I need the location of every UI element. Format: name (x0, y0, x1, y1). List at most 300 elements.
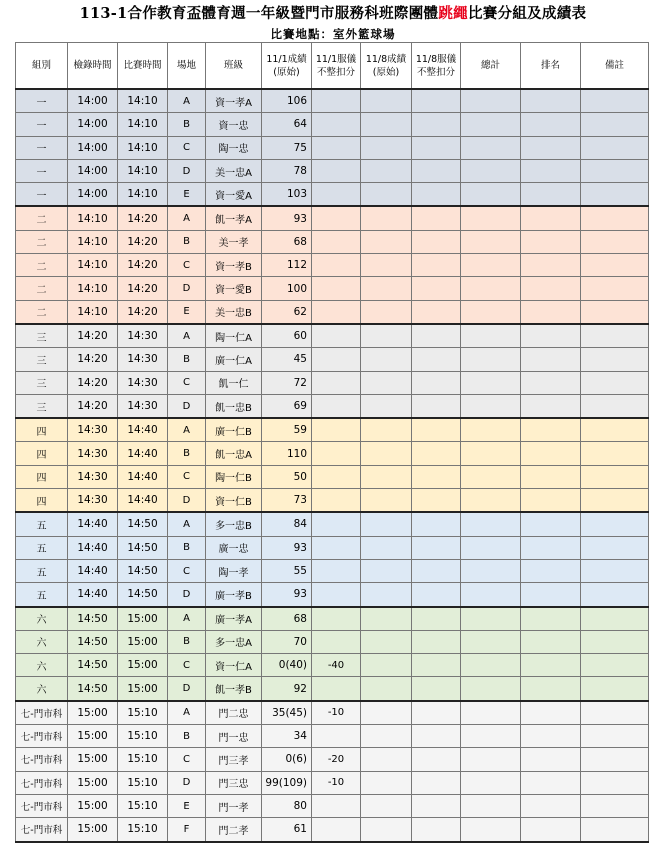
score-11-8-cell (361, 206, 412, 230)
deduct-11-1-cell: -10 (312, 771, 361, 794)
venue-cell: B (168, 725, 206, 748)
match-time-cell: 14:50 (118, 559, 168, 582)
score-11-1-cell: 78 (262, 159, 312, 182)
score-11-8-cell (361, 654, 412, 677)
score-11-8-cell (361, 89, 412, 113)
total-cell (461, 748, 521, 771)
deduct-11-1-cell (312, 89, 361, 113)
check-time-cell: 15:00 (68, 794, 118, 817)
deduct-11-8-cell (412, 159, 461, 182)
check-time-cell: 14:10 (68, 206, 118, 230)
check-time-cell: 14:00 (68, 113, 118, 136)
deduct-11-8-cell (412, 371, 461, 394)
class-cell: 廣一仁B (206, 418, 262, 442)
note-cell (581, 536, 649, 559)
deduct-11-8-cell (412, 324, 461, 348)
rank-cell (521, 607, 581, 631)
class-cell: 門三忠 (206, 771, 262, 794)
group-cell: 三 (16, 394, 68, 418)
check-time-cell: 15:00 (68, 818, 118, 842)
note-cell (581, 136, 649, 159)
group-cell: 三 (16, 371, 68, 394)
venue-cell: D (168, 489, 206, 513)
table-row (16, 725, 649, 748)
score-11-8-cell (361, 371, 412, 394)
deduct-11-8-cell (412, 230, 461, 253)
match-time-cell: 14:20 (118, 206, 168, 230)
deduct-11-8-cell (412, 418, 461, 442)
note-cell (581, 607, 649, 631)
check-time-cell: 14:20 (68, 324, 118, 348)
group-cell: 七-門市科 (16, 748, 68, 771)
venue-cell: C (168, 748, 206, 771)
total-cell (461, 818, 521, 842)
venue-cell: F (168, 818, 206, 842)
deduct-11-8-cell (412, 136, 461, 159)
venue-cell: A (168, 206, 206, 230)
score-11-8-cell (361, 489, 412, 513)
total-cell (461, 300, 521, 324)
match-time-cell: 15:10 (118, 748, 168, 771)
deduct-11-8-cell (412, 794, 461, 817)
match-time-cell: 15:00 (118, 607, 168, 631)
check-time-cell: 15:00 (68, 701, 118, 725)
deduct-11-8-cell (412, 536, 461, 559)
class-cell: 資一仁B (206, 489, 262, 513)
match-time-cell: 14:50 (118, 583, 168, 607)
deduct-11-1-cell (312, 371, 361, 394)
rank-cell (521, 418, 581, 442)
group-cell: 五 (16, 559, 68, 582)
deduct-11-1-cell (312, 489, 361, 513)
venue-cell: C (168, 654, 206, 677)
table-row (16, 418, 649, 442)
match-time-cell: 14:30 (118, 394, 168, 418)
class-cell: 門二孝 (206, 818, 262, 842)
score-11-1-cell: 80 (262, 794, 312, 817)
score-11-8-cell (361, 465, 412, 488)
score-11-1-cell: 75 (262, 136, 312, 159)
total-cell (461, 159, 521, 182)
title-highlight: 跳繩 (438, 5, 468, 22)
note-cell (581, 254, 649, 277)
score-11-1-cell: 59 (262, 418, 312, 442)
group-cell: 二 (16, 300, 68, 324)
match-time-cell: 14:30 (118, 324, 168, 348)
venue-cell: B (168, 536, 206, 559)
venue-cell: A (168, 512, 206, 536)
rank-cell (521, 371, 581, 394)
rank-cell (521, 254, 581, 277)
check-time-cell: 14:00 (68, 159, 118, 182)
check-time-cell: 14:00 (68, 183, 118, 207)
score-11-8-cell (361, 230, 412, 253)
class-cell: 資一孝B (206, 254, 262, 277)
group-cell: 四 (16, 418, 68, 442)
deduct-11-1-cell (312, 607, 361, 631)
score-11-1-cell: 0(40) (262, 654, 312, 677)
group-cell: 六 (16, 607, 68, 631)
rank-cell (521, 89, 581, 113)
group-cell: 六 (16, 630, 68, 653)
rank-cell (521, 818, 581, 842)
table-row (16, 489, 649, 513)
deduct-11-1-cell (312, 300, 361, 324)
table-row (16, 136, 649, 159)
rank-cell (521, 324, 581, 348)
group-cell: 五 (16, 536, 68, 559)
header-group: 組別 (16, 43, 68, 90)
rank-cell (521, 654, 581, 677)
header-class: 班級 (206, 43, 262, 90)
check-time-cell: 14:10 (68, 277, 118, 300)
venue-cell: C (168, 465, 206, 488)
table-row (16, 277, 649, 300)
deduct-11-8-cell (412, 630, 461, 653)
match-time-cell: 14:40 (118, 489, 168, 513)
total-cell (461, 701, 521, 725)
table-row (16, 300, 649, 324)
total-cell (461, 206, 521, 230)
note-cell (581, 230, 649, 253)
header-total: 總計 (461, 43, 521, 90)
score-11-1-cell: 64 (262, 113, 312, 136)
total-cell (461, 394, 521, 418)
check-time-cell: 14:50 (68, 677, 118, 701)
score-11-1-cell: 34 (262, 725, 312, 748)
table-row (16, 348, 649, 371)
match-time-cell: 14:50 (118, 512, 168, 536)
table-row (16, 230, 649, 253)
score-11-1-cell: 61 (262, 818, 312, 842)
match-time-cell: 14:10 (118, 183, 168, 207)
table-row (16, 536, 649, 559)
rank-cell (521, 794, 581, 817)
score-11-8-cell (361, 300, 412, 324)
check-time-cell: 14:30 (68, 465, 118, 488)
deduct-11-1-cell (312, 536, 361, 559)
venue-cell: E (168, 300, 206, 324)
check-time-cell: 15:00 (68, 771, 118, 794)
score-11-8-cell (361, 512, 412, 536)
match-time-cell: 15:10 (118, 794, 168, 817)
note-cell (581, 465, 649, 488)
table-row (16, 559, 649, 582)
note-cell (581, 701, 649, 725)
match-time-cell: 14:10 (118, 89, 168, 113)
header-rank: 排名 (521, 43, 581, 90)
class-cell: 飢一忠A (206, 442, 262, 465)
total-cell (461, 559, 521, 582)
score-11-1-cell: 93 (262, 536, 312, 559)
note-cell (581, 794, 649, 817)
group-cell: 三 (16, 324, 68, 348)
match-time-cell: 14:20 (118, 277, 168, 300)
venue-cell: B (168, 630, 206, 653)
class-cell: 門二忠 (206, 701, 262, 725)
venue-cell: A (168, 607, 206, 631)
score-11-1-cell: 100 (262, 277, 312, 300)
score-11-1-cell: 93 (262, 206, 312, 230)
class-cell: 陶一仁A (206, 324, 262, 348)
score-11-8-cell (361, 630, 412, 653)
total-cell (461, 607, 521, 631)
group-cell: 四 (16, 489, 68, 513)
deduct-11-8-cell (412, 465, 461, 488)
note-cell (581, 583, 649, 607)
score-11-8-cell (361, 701, 412, 725)
note-cell (581, 159, 649, 182)
class-cell: 資一忠 (206, 113, 262, 136)
group-cell: 一 (16, 136, 68, 159)
score-11-1-cell: 0(6) (262, 748, 312, 771)
score-11-8-cell (361, 324, 412, 348)
deduct-11-1-cell: -40 (312, 654, 361, 677)
total-cell (461, 136, 521, 159)
rank-cell (521, 183, 581, 207)
deduct-11-1-cell (312, 418, 361, 442)
table-row (16, 465, 649, 488)
total-cell (461, 183, 521, 207)
score-11-1-cell: 55 (262, 559, 312, 582)
total-cell (461, 794, 521, 817)
rank-cell (521, 630, 581, 653)
header-deduct-11-1: 11/1服儀 不整扣分 (312, 43, 361, 90)
class-cell: 美一孝 (206, 230, 262, 253)
table-row (16, 748, 649, 771)
note-cell (581, 113, 649, 136)
header-note: 備註 (581, 43, 649, 90)
note-cell (581, 348, 649, 371)
deduct-11-8-cell (412, 489, 461, 513)
class-cell: 資一仁A (206, 654, 262, 677)
venue-cell: E (168, 794, 206, 817)
rank-cell (521, 277, 581, 300)
deduct-11-8-cell (412, 254, 461, 277)
venue-cell: C (168, 254, 206, 277)
check-time-cell: 14:40 (68, 559, 118, 582)
group-cell: 六 (16, 654, 68, 677)
table-row (16, 607, 649, 631)
note-cell (581, 394, 649, 418)
group-cell: 七-門市科 (16, 701, 68, 725)
venue-cell: A (168, 418, 206, 442)
class-cell: 廣一忠 (206, 536, 262, 559)
note-cell (581, 748, 649, 771)
header-row (16, 43, 649, 90)
group-cell: 五 (16, 512, 68, 536)
score-11-8-cell (361, 794, 412, 817)
rank-cell (521, 348, 581, 371)
score-11-1-cell: 73 (262, 489, 312, 513)
score-11-1-cell: 35(45) (262, 701, 312, 725)
match-time-cell: 14:30 (118, 348, 168, 371)
score-11-1-cell: 68 (262, 230, 312, 253)
match-time-cell: 15:00 (118, 677, 168, 701)
table-row (16, 206, 649, 230)
deduct-11-8-cell (412, 300, 461, 324)
score-11-8-cell (361, 254, 412, 277)
note-cell (581, 489, 649, 513)
class-cell: 門三孝 (206, 748, 262, 771)
deduct-11-8-cell (412, 394, 461, 418)
score-11-8-cell (361, 725, 412, 748)
deduct-11-8-cell (412, 654, 461, 677)
score-11-8-cell (361, 348, 412, 371)
match-time-cell: 15:10 (118, 771, 168, 794)
table-row (16, 794, 649, 817)
note-cell (581, 512, 649, 536)
deduct-11-1-cell (312, 254, 361, 277)
note-cell (581, 277, 649, 300)
rank-cell (521, 300, 581, 324)
note-cell (581, 89, 649, 113)
score-11-1-cell: 84 (262, 512, 312, 536)
header-venue: 場地 (168, 43, 206, 90)
deduct-11-1-cell (312, 159, 361, 182)
deduct-11-8-cell (412, 277, 461, 300)
check-time-cell: 14:40 (68, 583, 118, 607)
deduct-11-8-cell (412, 512, 461, 536)
deduct-11-1-cell (312, 725, 361, 748)
deduct-11-1-cell (312, 465, 361, 488)
group-cell: 七-門市科 (16, 771, 68, 794)
match-time-cell: 14:10 (118, 113, 168, 136)
note-cell (581, 725, 649, 748)
total-cell (461, 89, 521, 113)
venue-cell: D (168, 277, 206, 300)
rank-cell (521, 489, 581, 513)
rank-cell (521, 725, 581, 748)
match-time-cell: 14:30 (118, 371, 168, 394)
total-cell (461, 771, 521, 794)
group-cell: 四 (16, 465, 68, 488)
note-cell (581, 418, 649, 442)
total-cell (461, 536, 521, 559)
note-cell (581, 206, 649, 230)
rank-cell (521, 113, 581, 136)
check-time-cell: 15:00 (68, 748, 118, 771)
rank-cell (521, 748, 581, 771)
deduct-11-1-cell (312, 677, 361, 701)
score-11-8-cell (361, 159, 412, 182)
total-cell (461, 348, 521, 371)
match-time-cell: 15:00 (118, 654, 168, 677)
score-11-1-cell: 112 (262, 254, 312, 277)
deduct-11-8-cell (412, 818, 461, 842)
header-score-11-1: 11/1成績 (原始) (262, 43, 312, 90)
score-11-8-cell (361, 583, 412, 607)
check-time-cell: 14:10 (68, 254, 118, 277)
match-time-cell: 15:10 (118, 818, 168, 842)
class-cell: 陶一仁B (206, 465, 262, 488)
deduct-11-1-cell: -20 (312, 748, 361, 771)
check-time-cell: 14:20 (68, 371, 118, 394)
results-table (15, 42, 649, 843)
score-11-8-cell (361, 677, 412, 701)
deduct-11-1-cell (312, 183, 361, 207)
venue-cell: E (168, 183, 206, 207)
deduct-11-8-cell (412, 771, 461, 794)
check-time-cell: 14:00 (68, 89, 118, 113)
header-score-11-8: 11/8成績 (原始) (361, 43, 412, 90)
deduct-11-1-cell (312, 794, 361, 817)
deduct-11-8-cell (412, 442, 461, 465)
deduct-11-1-cell: -10 (312, 701, 361, 725)
class-cell: 門一孝 (206, 794, 262, 817)
deduct-11-1-cell (312, 512, 361, 536)
table-row (16, 394, 649, 418)
check-time-cell: 15:00 (68, 725, 118, 748)
score-11-8-cell (361, 536, 412, 559)
score-11-8-cell (361, 607, 412, 631)
group-cell: 三 (16, 348, 68, 371)
deduct-11-8-cell (412, 348, 461, 371)
score-11-1-cell: 50 (262, 465, 312, 488)
venue-cell: B (168, 348, 206, 371)
rank-cell (521, 465, 581, 488)
venue-cell: C (168, 371, 206, 394)
total-cell (461, 630, 521, 653)
deduct-11-1-cell (312, 559, 361, 582)
table-row (16, 89, 649, 113)
class-cell: 廣一孝B (206, 583, 262, 607)
total-cell (461, 324, 521, 348)
deduct-11-1-cell (312, 113, 361, 136)
venue-cell: D (168, 771, 206, 794)
check-time-cell: 14:30 (68, 442, 118, 465)
check-time-cell: 14:00 (68, 136, 118, 159)
class-cell: 美一忠B (206, 300, 262, 324)
match-time-cell: 14:20 (118, 254, 168, 277)
total-cell (461, 583, 521, 607)
venue-cell: B (168, 230, 206, 253)
table-row (16, 442, 649, 465)
score-11-1-cell: 103 (262, 183, 312, 207)
score-11-8-cell (361, 183, 412, 207)
header-deduct-11-8: 11/8服儀 不整扣分 (412, 43, 461, 90)
venue-cell: C (168, 559, 206, 582)
match-time-cell: 14:50 (118, 536, 168, 559)
total-cell (461, 254, 521, 277)
group-cell: 七-門市科 (16, 725, 68, 748)
note-cell (581, 818, 649, 842)
group-cell: 二 (16, 277, 68, 300)
group-cell: 一 (16, 113, 68, 136)
deduct-11-8-cell (412, 113, 461, 136)
class-cell: 飢一仁 (206, 371, 262, 394)
venue-cell: D (168, 677, 206, 701)
venue-cell: D (168, 159, 206, 182)
table-body (16, 89, 649, 842)
score-11-1-cell: 93 (262, 583, 312, 607)
header-check-time: 檢錄時間 (68, 43, 118, 90)
table-row (16, 512, 649, 536)
class-cell: 多一忠A (206, 630, 262, 653)
deduct-11-8-cell (412, 206, 461, 230)
match-time-cell: 15:10 (118, 701, 168, 725)
check-time-cell: 14:50 (68, 630, 118, 653)
rank-cell (521, 771, 581, 794)
table-row (16, 818, 649, 842)
total-cell (461, 113, 521, 136)
rank-cell (521, 677, 581, 701)
class-cell: 廣一仁A (206, 348, 262, 371)
match-time-cell: 14:10 (118, 136, 168, 159)
header-match-time: 比賽時間 (118, 43, 168, 90)
score-11-1-cell: 72 (262, 371, 312, 394)
group-cell: 一 (16, 159, 68, 182)
